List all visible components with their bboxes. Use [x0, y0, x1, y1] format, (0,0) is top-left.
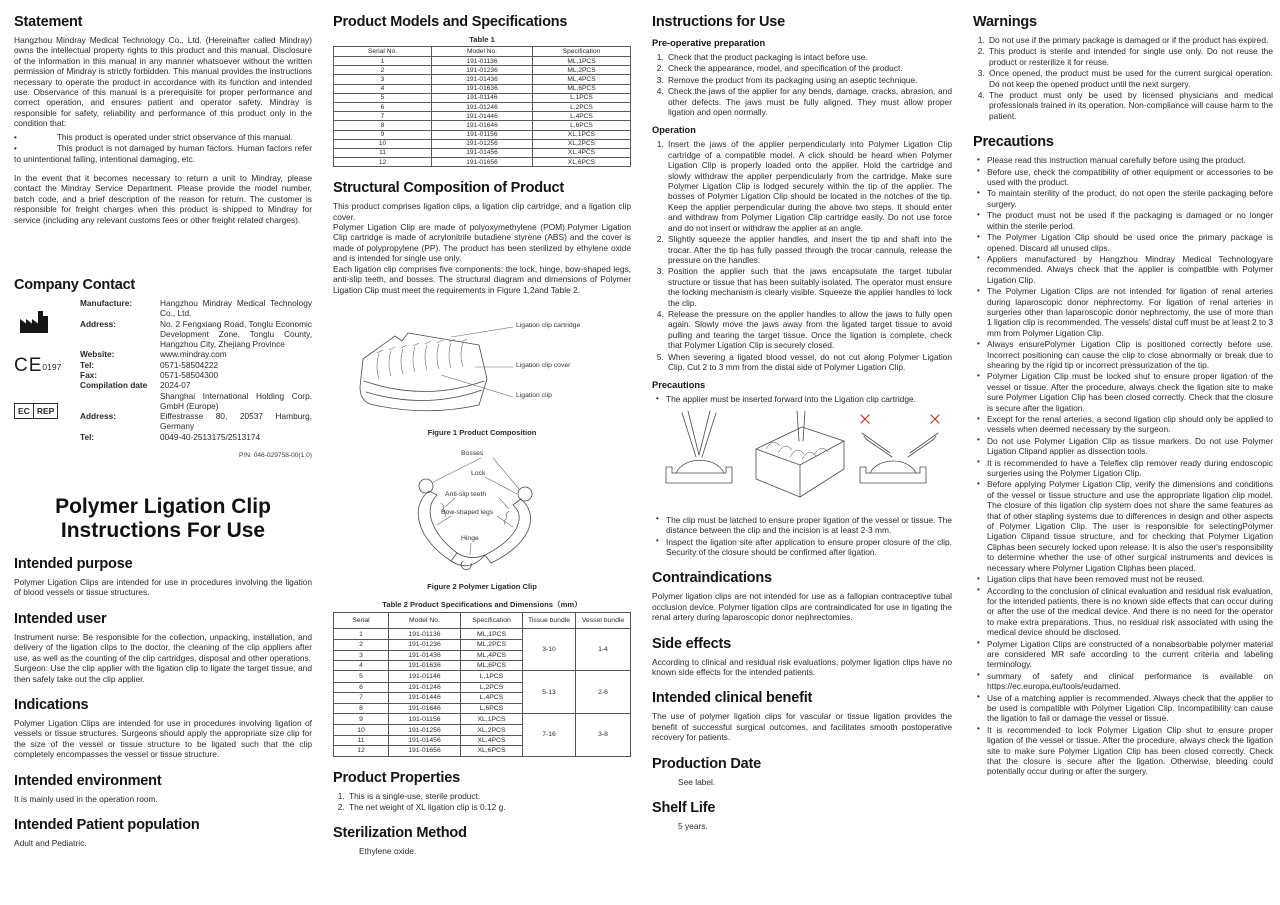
statement-bullet-text: This product is not damaged by human factors. Human factors refer to unintentional falling, intentional damaging, etc.: [14, 143, 312, 165]
contact-value: Eiffestrasse 80, 20537 Hamburg, Germany: [160, 411, 312, 432]
column-1: [14, 10, 312, 905]
production-date-text: See label.: [678, 776, 716, 787]
table-1-row: 11 191-01456 XL,4PCS: [334, 148, 631, 157]
table-2-row: 9 191-01156 XL,1PCS: [334, 714, 522, 724]
structure-paragraph: This product comprises ligation clips, a ligation clip cartridge, and a ligation clip cover.: [333, 201, 631, 222]
table-2-row: 2 191-01236 ML,2PCS: [334, 639, 522, 649]
contraindications-heading: Contraindications: [652, 570, 772, 587]
precaution-item: • Except for the renal arteries, a second ligation clip should only be applied to vessels when deemed necessary by the surgeon.: [973, 414, 1273, 435]
precaution-item: • Do not use Polymer Ligation Clip as tissue markers. Do not use Polymer Ligation Clipand applier as dissection tools.: [973, 436, 1273, 457]
contact-label: Manufacture:: [80, 297, 133, 308]
vessel-bundle-cell: 2-6: [575, 671, 630, 713]
table-2-group: [334, 713, 630, 756]
contact-label: Address:: [80, 411, 116, 422]
shelf-life-heading: Shelf Life: [652, 800, 716, 817]
contact-value: 2024-07: [160, 380, 191, 391]
precaution-item: • The Polymer Ligation Clip should be used once the primary package is opened. Discard all unused clips.: [973, 232, 1273, 253]
table-1: [333, 46, 631, 167]
contact-row: [80, 432, 312, 442]
figure-1-label: Ligation clip: [516, 391, 552, 399]
figure-2-label: Anti-slip teeth: [445, 490, 487, 498]
contact-row: [80, 319, 312, 350]
contact-value: www.mindray.com: [160, 349, 227, 360]
table-2-row: 11 191-01456 XL,4PCS: [334, 735, 522, 745]
preop-item: 3. Remove the product from its packaging using an aseptic technique.: [666, 75, 952, 85]
company-contact-heading: Company Contact: [14, 276, 136, 293]
table-1-row: 3 191-01436 ML,4PCS: [334, 75, 631, 84]
table-2-row: 5 191-01146 L,1PCS: [334, 671, 522, 681]
operation-item: 1. Insert the jaws of the applier perpendicularly into Polymer Ligation Clip cartridge of a compatible model. A click should be heard when Polymer Ligation Clip is properly loaded onto the applier. Hold the cartridge and slowly withdraw the applier perpendicularly from the cartridge. Make sure Polymer Ligation Clip is lodged securely within the tip of the applier. The bosses of Polymer Ligation Clip should be located in the notches of the tip. Keep the applier perpendicular during the above two steps. It should enter and withdraw from Polymer Ligation Clip cartridge easily. Do not use force and do not insert or withdraw the applier at an angle.: [666, 139, 952, 233]
ec-rep-symbol: EC REP: [14, 403, 58, 419]
precaution-item: • Polymer Ligation Clip must be locked shut to ensure proper ligation of the vessel or tissue. After the procedure, always check the ligation site to make sure Polymer Ligation Clip has been closed correctly. Check that the closure is secure after the ligation.: [973, 371, 1273, 413]
table-1-caption: Table 1: [469, 35, 495, 44]
contact-label: Website:: [80, 349, 115, 360]
precaution-item: • Polymer Ligation Clips are constructed of a nonabsorbable polymer material are considered MR safe according to the current criteria and labeling terminology.: [973, 639, 1273, 670]
use-precautions-list: [652, 394, 952, 404]
operation-item: 3. Position the applier such that the jaws encapsulate the target tubular structure or tissue that has been suitably isolated. The operator must ensure the locking mechanism is clearly visible. Squeeze the applier handles to lock the clip.: [666, 266, 952, 308]
table-1-row: 12 191-01656 XL,6PCS: [334, 158, 631, 167]
contraindications-text: Polymer ligation clips are not intended for use as a fallopian contraceptive tubal occlusion device. Polymer ligation clips are contraindicated for use in ligating the renal artery during laparoscopic donor nephrectomies.: [652, 591, 952, 623]
tissue-bundle-cell: 5-13: [522, 671, 575, 713]
sterilization-heading: Sterilization Method: [333, 825, 467, 842]
contact-icons: [14, 298, 80, 442]
preop-list: [652, 52, 952, 117]
table-2-header: Tissue bundle: [522, 613, 575, 628]
cartridge-drawing: [333, 307, 629, 425]
precaution-item: • According to the conclusion of clinical evaluation and residual risk evaluation, for the intended patients, there is no known side effects that can occur during or after the use of the medical device. And there is no need for the operator to make extra preparations. Thus, no residual risk associated with using the medical device should be disclosed.: [973, 586, 1273, 638]
contact-value: No. 2 Fengxiang Road, Tonglu Economic Development Zone, Tonglu County, Hangzhou City, Zhejiang Province: [160, 318, 312, 350]
precaution-item: • summary of safety and clinical performance is available on https://ec.europa.eu/tools/eudamed.: [973, 671, 1273, 692]
figure-1-caption: Figure 1 Product Composition: [427, 427, 537, 437]
precaution-item: • The Polymer Ligation Clips are not intended for ligation of renal arteries during laparoscopic donor nephrectomy. For ligation of renal arteries in surgeries other than laparoscopic donor nephrectomy, the use of more than 1 ligation clip is recommended. The vessels' distal cuff must be at least 2 to 3 mm from Polymer Ligation Clip.: [973, 286, 1273, 338]
document-title-line: Polymer Ligation Clip: [55, 495, 271, 519]
statement-paragraph-1: Hangzhou Mindray Medical Technology Co., Ltd. (Hereinafter called Mindray) owns the intellectual property rights to this product and this manual. Disclosure of the information in this manual in any manner whatsoever without the written permission of Mindray is strictly forbidden. This manual provides the instructions necessary to operate the product in accordance with its function and intended use. Observance of this manual is a prerequisite for proper performance and correct operation, and ensures patient and operator safety. Mindray is responsible for safety, reliability and performance of this product only in the condition that:: [14, 35, 312, 129]
operation-item: 5. When severing a ligated blood vessel, do not cut along Polymer Ligation Clip. Cut 2 to 3 mm from the distal side of Polymer Ligation Clip.: [666, 352, 952, 373]
instructions-heading: Instructions for Use: [652, 14, 785, 30]
manufacturer-icon: [18, 308, 54, 334]
preop-subheading: Pre-operative preparation: [652, 38, 766, 48]
product-properties-list: [333, 791, 631, 813]
use-precautions-subheading: Precautions: [652, 380, 706, 391]
use-precaution-item: • The applier must be inserted forward into the Ligation clip cartridge.: [652, 394, 952, 404]
figure-1: [333, 307, 631, 437]
table-1-row: 9 191-01156 XL,1PCS: [334, 130, 631, 139]
contact-value: 0049-40-2513175/2513174: [160, 431, 261, 442]
column-4: [973, 10, 1273, 905]
applier-illustration: [652, 409, 952, 513]
section-heading: Indications: [14, 696, 89, 713]
statement-bullet: [14, 132, 312, 143]
precaution-item: • Always ensurePolymer Ligation Clip is positioned correctly before use. Incorrect positioning can cause the clip to close abnormally or break due to shearing by the rigid tip or incorrect pressurization of the tip.: [973, 339, 1273, 370]
info-section: [14, 611, 312, 684]
preop-item: 4. Check the jaws of the applier for any bends, damage, cracks, abrasion, and other defects. The jaws must be fully aligned. They must allow proper ligation and open normally.: [666, 86, 952, 117]
use-precaution-item: • Inspect the ligation site after application to ensure proper closure of the clip. Security of the closure should be confirmed after ligation.: [652, 537, 952, 558]
warning-item: 3. Once opened, the product must be used for the current surgical operation. Do not keep the opened product until the next surgery.: [987, 68, 1273, 89]
table-1-row: 1 191-01136 ML,1PCS: [334, 57, 631, 66]
contact-label: [80, 391, 160, 412]
precaution-item: • Ligation clips that have been removed must not be reused.: [973, 574, 1273, 584]
table-2-row: 3 191-01436 ML,4PCS: [334, 650, 522, 660]
contact-label: Tel:: [80, 431, 95, 442]
vessel-bundle-cell: 3-8: [575, 714, 630, 756]
precaution-item: • It is recommended to have a Teleflex clip remover ready during endoscopic surgeries using the Polymer Ligation Clip.: [973, 458, 1273, 479]
table-2-row: 6 191-01246 L,2PCS: [334, 682, 522, 692]
section-heading: Intended purpose: [14, 556, 133, 573]
table-2-row: 4 191-01636 ML,6PCS: [334, 660, 522, 670]
table-1-row: 10 191-01256 XL,2PCS: [334, 139, 631, 148]
applier-usage-drawing: [652, 409, 948, 509]
precautions-heading: Precautions: [973, 134, 1054, 151]
figure-2-caption: Figure 2 Polymer Ligation Clip: [427, 581, 537, 591]
use-precaution-item: • The clip must be latched to ensure proper ligation of the vessel or tissue. The distance between the clip and the incision is at least 2-3 mm.: [652, 515, 952, 536]
warning-item: 1. Do not use if the primary package is damaged or if the product has expired.: [987, 35, 1273, 45]
section-heading: Intended user: [14, 610, 107, 627]
contact-row: [80, 391, 312, 412]
column-2: [333, 10, 631, 905]
contact-row: [80, 380, 312, 390]
table-2-caption: Table 2 Product Specifications and Dimensions（mm）: [382, 599, 582, 609]
table-2-row: 12 191-01656 XL,6PCS: [334, 745, 522, 755]
table-1-header: Serial No.: [334, 47, 432, 57]
table-1-row: 7 191-01446 L,4PCS: [334, 112, 631, 121]
figure-2-label: Bow-shaped legs: [441, 508, 494, 516]
product-models-heading: Product Models and Specifications: [333, 14, 568, 30]
clinical-benefit-text: The use of polymer ligation clips for vascular or tissue ligation provides the benefit of successful surgical outcomes, and facilitates smooth postoperative recovery for patients.: [652, 711, 952, 743]
part-number: P/N: 046-029758-00(1.0): [239, 452, 312, 460]
contact-row: [80, 411, 312, 432]
table-2-header: Specification: [460, 613, 522, 628]
warning-item: 2. This product is sterile and intended for single use only. Do not reuse the product or resterilize it for reuse.: [987, 46, 1273, 67]
figure-1-label: Ligation clip cartridge: [516, 321, 581, 329]
table-1-row: 8 191-01646 L,6PCS: [334, 121, 631, 130]
property-item: 1. This is a single-use, sterile product.: [347, 791, 631, 801]
precaution-item: • Before applying Polymer Ligation Clip, verify the dimensions and conditions of the vessel or tissue structure and use the appropriate ligation clip model. The closure of this ligation clip system does not share the same features as that of other stapling systems due to differences in design and other aspects of Polymer Ligation Clip. The user is responsible for selectingPolymer Ligation Clipand tissue structure, and for checking that Polymer Ligation Cliphas been securely locked upon release. It is also the user's responsibility to determine whether the use of other surgical instruments and devices is necessary where Polymer Ligation Cliphas been placed.: [973, 479, 1273, 573]
table-2: [333, 612, 631, 757]
table-2-row: 7 191-01446 L,4PCS: [334, 692, 522, 702]
sterilization-text: Ethylene oxide.: [359, 846, 417, 857]
statement-bullet: [14, 143, 312, 165]
section-paragraph: It is mainly used in the operation room.: [14, 793, 158, 804]
contact-rows: [80, 298, 312, 442]
table-1-row: 2 191-01236 ML,2PCS: [334, 66, 631, 75]
intro-sections: [14, 556, 312, 848]
operation-item: 4. Release the pressure on the applier handles to allow the jaws to fully open again. Slowly move the jaws away from the ligated target tissue to avoid pulling and tearing the target tissue. Once the ligation is complete, check that Polymer Ligation Clip is securely closed.: [666, 309, 952, 351]
tissue-bundle-cell: 3-10: [522, 629, 575, 671]
statement-heading: Statement: [14, 14, 83, 30]
precaution-item: • The product must not be used if the packaging is damaged or no longer within the sterile period.: [973, 210, 1273, 231]
table-2-row: 8 191-01646 L,6PCS: [334, 703, 522, 713]
use-precautions-list-2: [652, 515, 952, 558]
precaution-item: • Please read this instruction manual carefully before using the product.: [973, 155, 1273, 165]
figure-2: [333, 449, 631, 591]
vessel-bundle-cell: 1-4: [575, 629, 630, 671]
contact-value: 0571-58504222: [160, 359, 219, 370]
structural-composition-text: [333, 201, 631, 295]
warning-item: 4. The product must only be used by licensed physicians and medical professionals trained in its operation. Non-compliance will cause harm to the patient.: [987, 90, 1273, 121]
document-title: [14, 495, 312, 543]
operation-item: 2. Slightly squeeze the applier handles, and insert the tip and shaft into the trocar. After the tip has fully passed through the trocar cannula, release the pressure on the handles.: [666, 234, 952, 265]
precaution-item: • Use of a matching applier is recommended. Always check that the applier to be used is compatible with Polymer Ligation Clip. Incompatibility can cause the ligation to fail or damage the vessel or tissue.: [973, 693, 1273, 724]
structural-composition-heading: Structural Composition of Product: [333, 180, 565, 197]
contact-value: Hangzhou Mindray Medical Technology Co., Ltd.: [160, 297, 312, 319]
tissue-bundle-cell: 7-16: [522, 714, 575, 756]
warnings-heading: Warnings: [973, 14, 1037, 30]
clinical-benefit-heading: Intended clinical benefit: [652, 690, 813, 707]
table-1-row: 4 191-01636 ML,6PCS: [334, 84, 631, 93]
bullet-dot: [14, 144, 17, 153]
table-1-row: 5 191-01146 L,1PCS: [334, 93, 631, 102]
product-properties-heading: Product Properties: [333, 769, 460, 786]
section-heading: Intended environment: [14, 772, 162, 789]
info-section: [14, 773, 312, 804]
side-effects-heading: Side effects: [652, 635, 731, 652]
structure-paragraph: Each ligation clip comprises five components: the lock, hinge, bow-shaped legs, anti-slip teeth, and bosses. The structural diagram and dimensions of Polymer Ligation Clip must meet the requirements in Figure 1,2and Table 2.: [333, 263, 631, 295]
contact-row: [80, 360, 312, 370]
table-2-row: 1 191-01136 ML,1PCS: [334, 629, 522, 639]
info-section: [14, 556, 312, 598]
statement-bullet-list: [14, 132, 312, 165]
shelf-life-text: 5 years.: [678, 821, 708, 832]
operation-list: [652, 139, 952, 372]
section-paragraph: Surgeon: Use the clip applier with the ligation clip to ligate the target tissue, and then safely take out the clip applier.: [14, 663, 312, 684]
production-date-heading: Production Date: [652, 755, 761, 772]
preop-item: 2. Check the appearance, model, and specification of the product.: [666, 63, 952, 73]
table-2-group: [334, 670, 630, 713]
property-item: 2. The net weight of XL ligation clip is 0.12 g.: [347, 802, 631, 812]
red-x-marks: [861, 415, 939, 423]
table-1-header: Specification: [532, 47, 630, 57]
contact-row: [80, 349, 312, 359]
precaution-item: • It is recommended to lock Polymer Ligation Clip shut to ensure proper ligation of the vessel or tissue. After the procedure, always check the ligation site to make sure Polymer Ligation Clip has been closed correctly. Check that the closure is secure after the ligation. Otherwise, bleeding could potentially occur during or after the surgery.: [973, 725, 1273, 777]
section-paragraph: Polymer Ligation Clips are intended for use in procedures involving the ligation of blood vessels or tissue structures.: [14, 577, 312, 598]
precaution-item: • Appliers manufactured by Hangzhou Mindray Medical Technologyare recommended. Always check that the applier is compatible with Polymer Ligation Clip.: [973, 254, 1273, 285]
contact-value: 0571-58504300: [160, 369, 219, 380]
info-section: [14, 817, 312, 848]
contact-label: Compilation date: [80, 380, 148, 391]
company-contact-block: [14, 298, 312, 442]
section-paragraph: Polymer Ligation Clips are intended for use in procedures involving ligation of vessels or tissue structures. Surgeons should apply the appropriate size clip for the size of the vessel or tissue structure to be ligated such that the clip completely encompasses the vessel or tissue structure.: [14, 717, 312, 760]
bullet-dot: [14, 133, 17, 142]
contact-label: Tel:: [80, 359, 95, 370]
table-1-header: Model No.: [432, 47, 533, 57]
statement-paragraph-2: In the event that it becomes necessary to return a unit to Mindray, please contact the Mindray Service Department. Please provide the model number, batch code, and a brief description of the reason for return. The customer is responsible for freight charges when this product is shipped to Mindray for service (including any relevant customs fees or other freight related charges).: [14, 172, 312, 225]
ce-mark: CE0197: [14, 354, 62, 376]
section-heading: Intended Patient population: [14, 816, 200, 833]
contact-label: Fax:: [80, 369, 98, 380]
figure-2-label: Hinge: [461, 534, 479, 542]
statement-bullet-text: This product is operated under strict observance of this manual.: [56, 131, 293, 142]
column-3: [652, 10, 952, 905]
contact-row: [80, 298, 312, 319]
contact-label: Address:: [80, 318, 116, 329]
figure-2-label: Bosses: [461, 449, 484, 457]
warnings-list: [973, 35, 1273, 121]
table-2-row: 10 191-01256 XL,2PCS: [334, 724, 522, 734]
operation-subheading: Operation: [652, 125, 696, 136]
contact-row: [80, 370, 312, 380]
document-title-line: Instructions For Use: [60, 519, 266, 543]
section-paragraph: Instrument nurse: Be responsible for the collection, unpacking, installation, and delivery of the ligation clips to the doctor, the cleaning of the clip appliers after use, as well as the counting of the clip cartridges, disposal and other operations.: [14, 631, 312, 663]
precaution-item: • To maintain sterility of the product, do not open the sterile packaging before surgery.: [973, 188, 1273, 209]
precaution-item: • Before use, check the compatibility of other equipment or accessories to be used with the product.: [973, 167, 1273, 188]
table-2-group: [334, 629, 630, 671]
structure-paragraph: Polymer Ligation Clip are made of polyoxymethylene (POM).Polymer Ligation Clip cartridge is made of acrylonitrile butadiene styrene (ABS) and the cover is made of polypropylene (PP). The product has been sterilized by ethylene oxide and is intended for single use only.: [333, 222, 631, 264]
preop-item: 1. Check that the product packaging is intact before use.: [666, 52, 952, 62]
section-paragraph: Adult and Pediatric.: [14, 837, 87, 848]
figure-1-label: Ligation clip cover: [516, 361, 571, 369]
figure-2-label: Lock: [471, 469, 486, 477]
precautions-list: [973, 155, 1273, 777]
table-2-header: Vessel bundle: [575, 613, 630, 628]
table-1-row: 6 191-01246 L,2PCS: [334, 102, 631, 111]
table-2-header: Model No.: [388, 613, 460, 628]
contact-value: Shanghai International Holding Corp. GmbH (Europe): [160, 390, 312, 411]
side-effects-text: According to clinical and residual risk evaluations, polymer ligation clips have no known side effects for the intended patients.: [652, 656, 952, 678]
info-section: [14, 697, 312, 760]
table-2-header: Serial: [352, 616, 370, 624]
